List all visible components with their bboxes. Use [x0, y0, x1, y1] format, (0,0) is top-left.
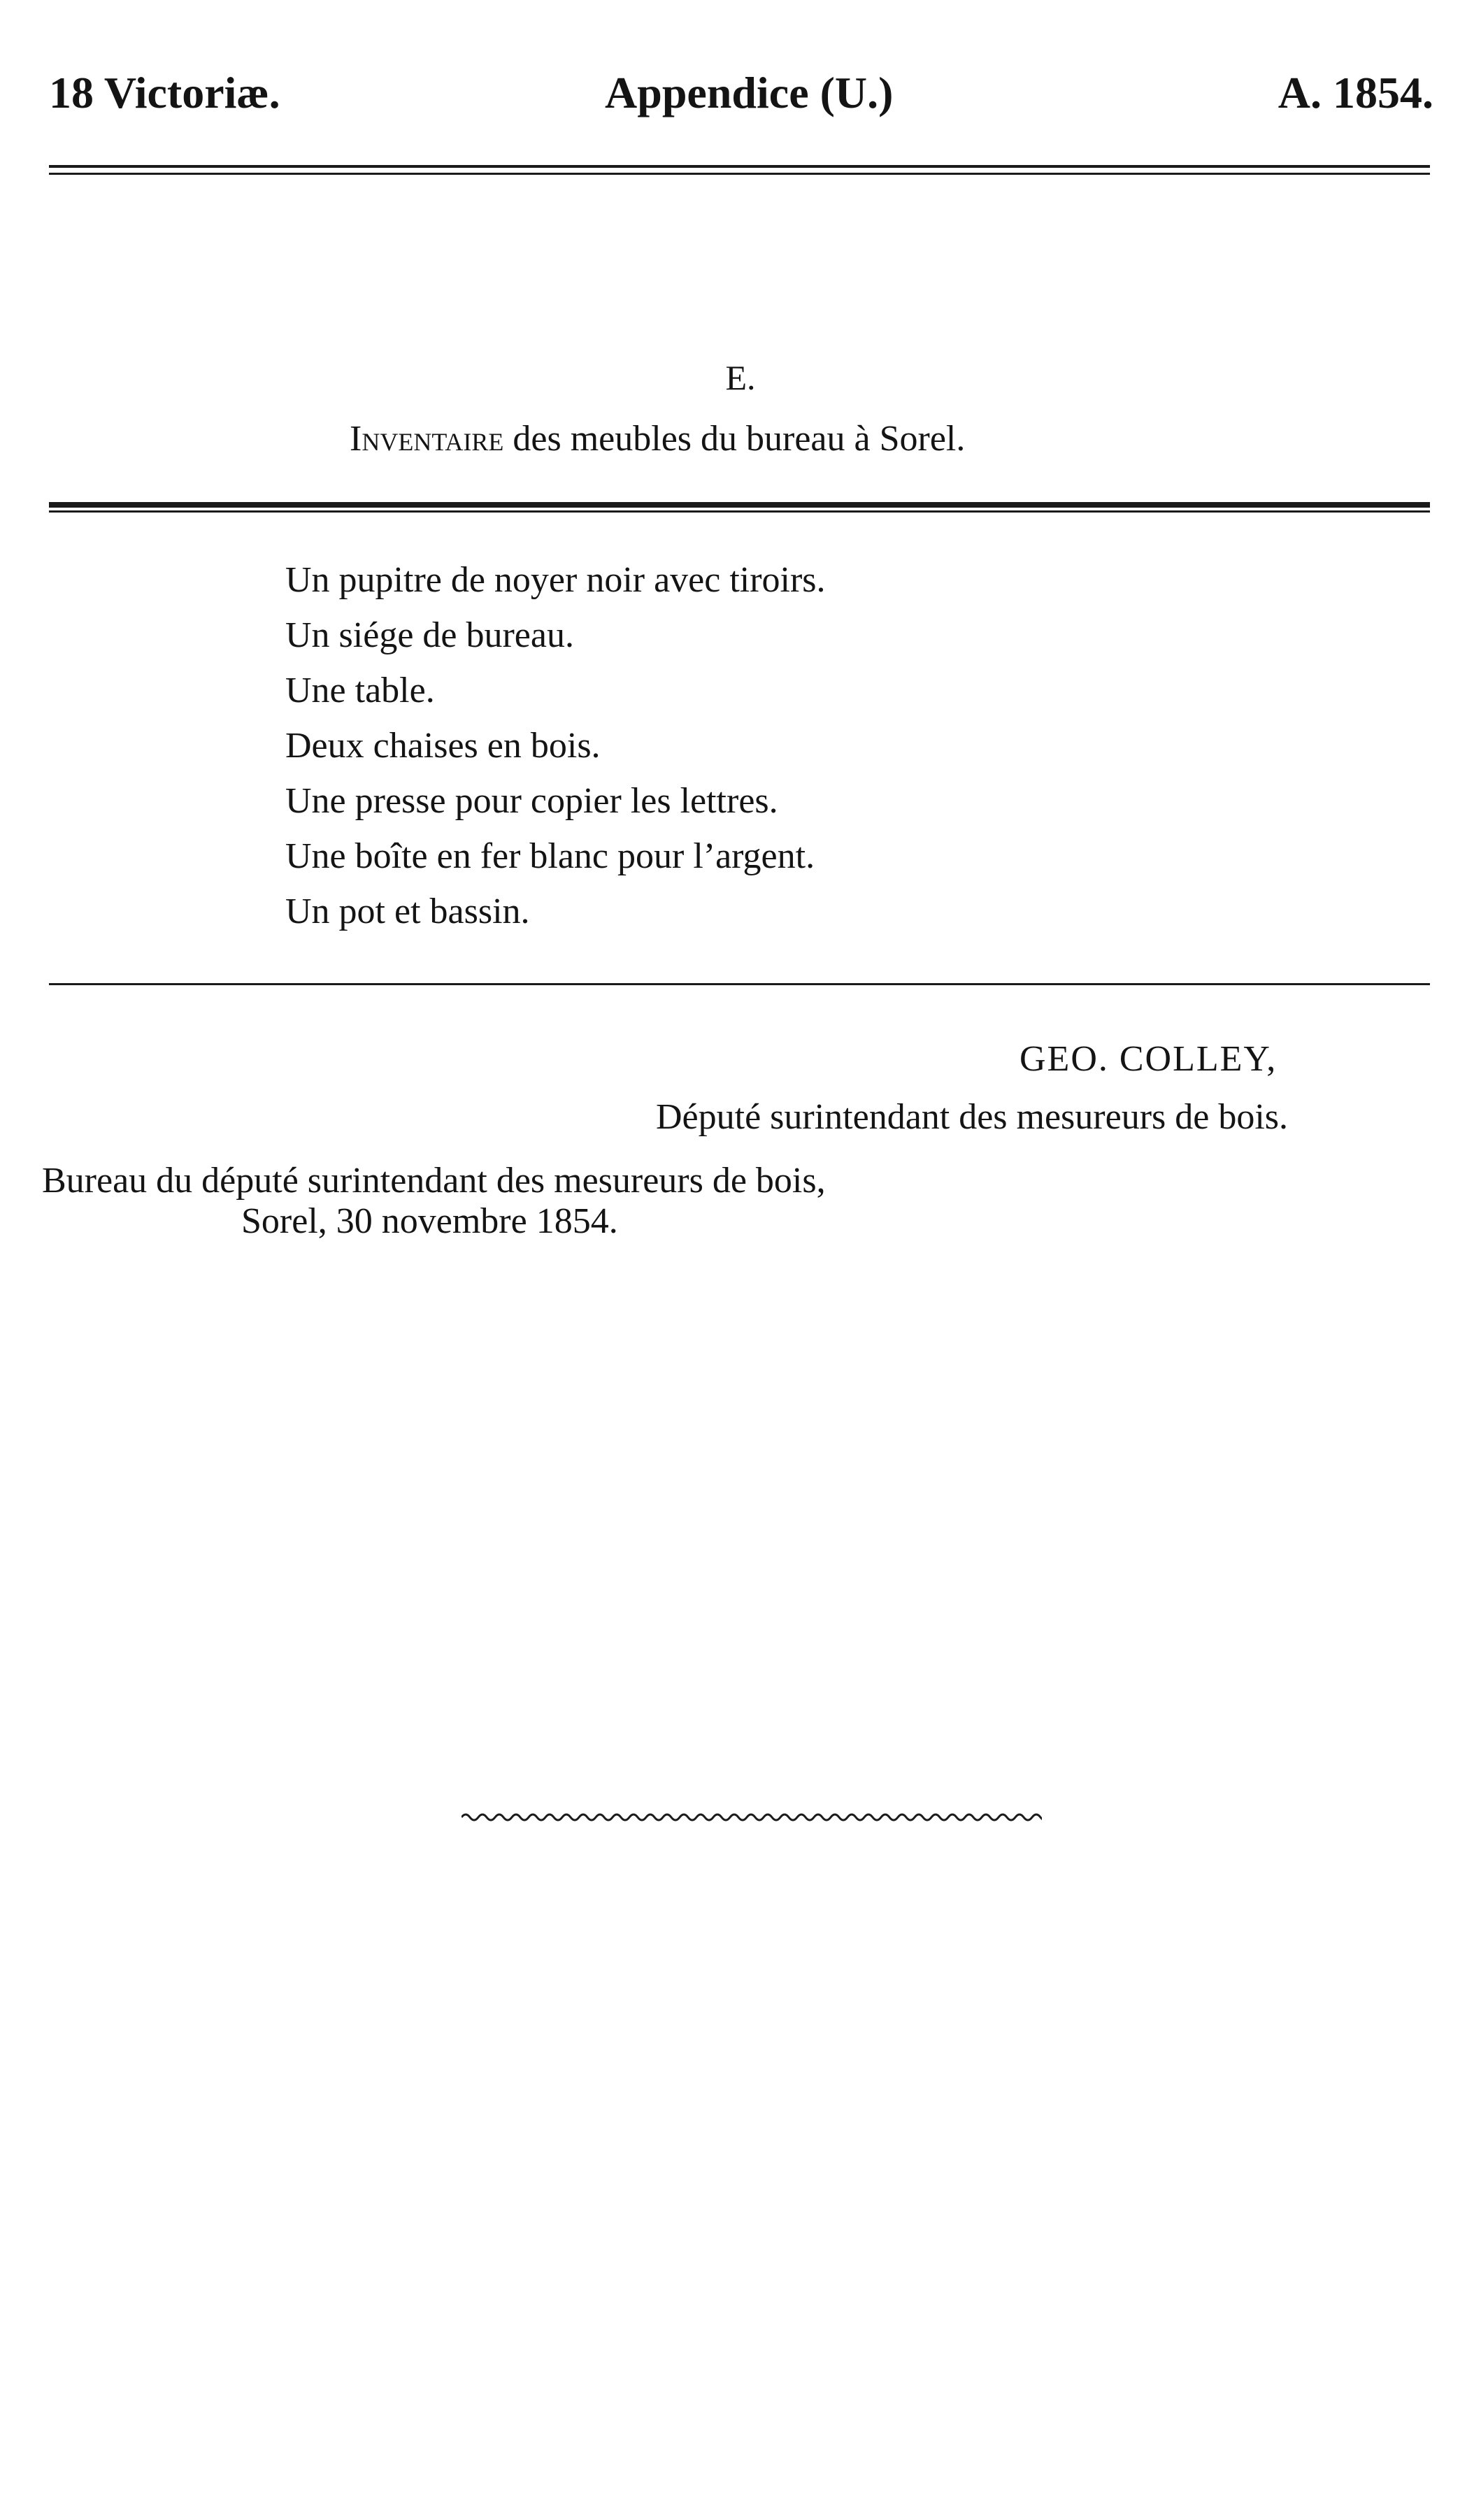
inventory-list — [285, 552, 826, 939]
inventory-item: Un pupitre de noyer noir avec tiroirs. — [285, 560, 826, 600]
inventory-item: Une boîte en fer blanc pour l’argent. — [285, 836, 815, 876]
section-title-rest: des meubles du bureau à Sorel. — [503, 419, 966, 459]
header-session: 18 Victoriæ. — [49, 68, 280, 117]
inventory-end-rule — [49, 983, 1430, 985]
section-letter: E. — [725, 358, 756, 397]
section-title — [350, 415, 965, 464]
section-title-initial: I — [350, 419, 362, 459]
section-title-smallcaps: nventaire — [362, 419, 504, 459]
inventory-item: Une presse pour copier les lettres. — [285, 781, 778, 821]
signature-title: Député surintendant des mesureurs de bois. — [656, 1097, 1289, 1137]
dateline-office: Bureau du député surintendant des mesureurs de bois, — [42, 1161, 826, 1201]
inventory-item: Deux chaises en bois. — [285, 726, 601, 766]
wavy-ornament — [462, 1807, 1042, 1828]
header-rule-bottom — [49, 173, 1430, 175]
header-year: A. 1854. — [1278, 68, 1433, 117]
title-rule-thin — [49, 510, 1430, 513]
header-rule-top — [49, 165, 1430, 168]
inventory-item: Une table. — [285, 671, 435, 710]
header-appendix: Appendice (U.) — [605, 68, 894, 117]
inventory-item: Un siége de bureau. — [285, 615, 574, 655]
running-header — [49, 62, 1433, 124]
dateline-place-date: Sorel, 30 novembre 1854. — [241, 1201, 618, 1241]
inventory-item: Un pot et bassin. — [285, 892, 530, 931]
signature-name: GEO. COLLEY, — [1019, 1039, 1278, 1079]
title-rule-thick — [49, 502, 1430, 508]
